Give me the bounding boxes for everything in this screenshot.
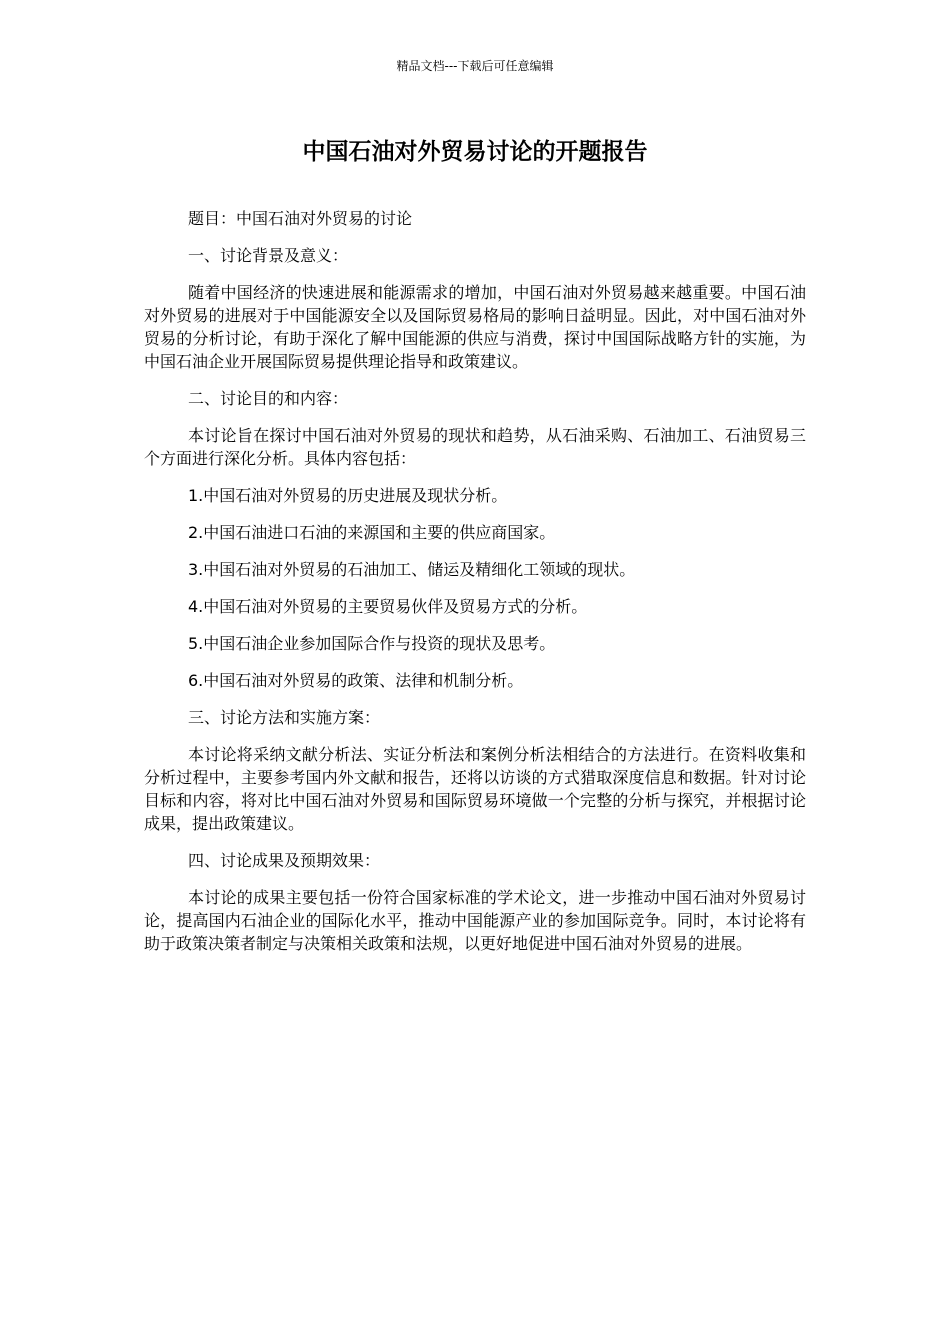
methods-paragraph: 本讨论将采纳文献分析法、实证分析法和案例分析法相结合的方法进行。在资料收集和分析过程中，主要参考国内外文献和报告，还将以访谈的方式猎取深度信息和数据。针对讨论目标和内容，将对比中国石油对外贸易和国际贸易环境做一个完整的分析与探究，并根据讨论成果，提出政策建议。 [144, 745, 806, 833]
content-item-6: 6.中国石油对外贸易的政策、法律和机制分析。 [188, 671, 524, 690]
document-title: 中国石油对外贸易讨论的开题报告 [302, 139, 648, 165]
content-item-3: 3.中国石油对外贸易的石油加工、储运及精细化工领域的现状。 [188, 560, 636, 579]
content-item-2: 2.中国石油进口石油的来源国和主要的供应商国家。 [188, 523, 556, 542]
section-heading-background: 一、讨论背景及意义： [188, 246, 349, 265]
content-item-4: 4.中国石油对外贸易的主要贸易伙伴及贸易方式的分析。 [188, 597, 588, 616]
outcomes-paragraph: 本讨论的成果主要包括一份符合国家标准的学术论文，进一步推动中国石油对外贸易讨论，提高国内石油企业的国际化水平，推动中国能源产业的参加国际竞争。同时，本讨论将有助于政策决策者制定与决策相关政策和法规，以更好地促进中国石油对外贸易的进展。 [144, 888, 806, 953]
topic-line: 题目：中国石油对外贸易的讨论 [188, 209, 413, 228]
section-heading-purpose: 二、讨论目的和内容： [188, 389, 349, 408]
background-paragraph: 随着中国经济的快速进展和能源需求的增加，中国石油对外贸易越来越重要。中国石油对外贸易的进展对于中国能源安全以及国际贸易格局的影响日益明显。因此，对中国石油对外贸易的分析讨论，有助于深化了解中国能源的供应与消费，探讨中国国际战略方针的实施，为中国石油企业开展国际贸易提供理论指导和政策建议。 [144, 283, 806, 371]
section-heading-outcomes: 四、讨论成果及预期效果： [188, 851, 381, 870]
document-body [144, 207, 806, 969]
section-heading-methods: 三、讨论方法和实施方案： [188, 708, 381, 727]
content-item-5: 5.中国石油企业参加国际合作与投资的现状及思考。 [188, 634, 556, 653]
header-note: 精品文档---下载后可任意编辑 [396, 59, 554, 73]
purpose-paragraph: 本讨论旨在探讨中国石油对外贸易的现状和趋势，从石油采购、石油加工、石油贸易三个方面进行深化分析。具体内容包括： [144, 426, 806, 468]
content-item-1: 1.中国石油对外贸易的历史进展及现状分析。 [188, 486, 508, 505]
